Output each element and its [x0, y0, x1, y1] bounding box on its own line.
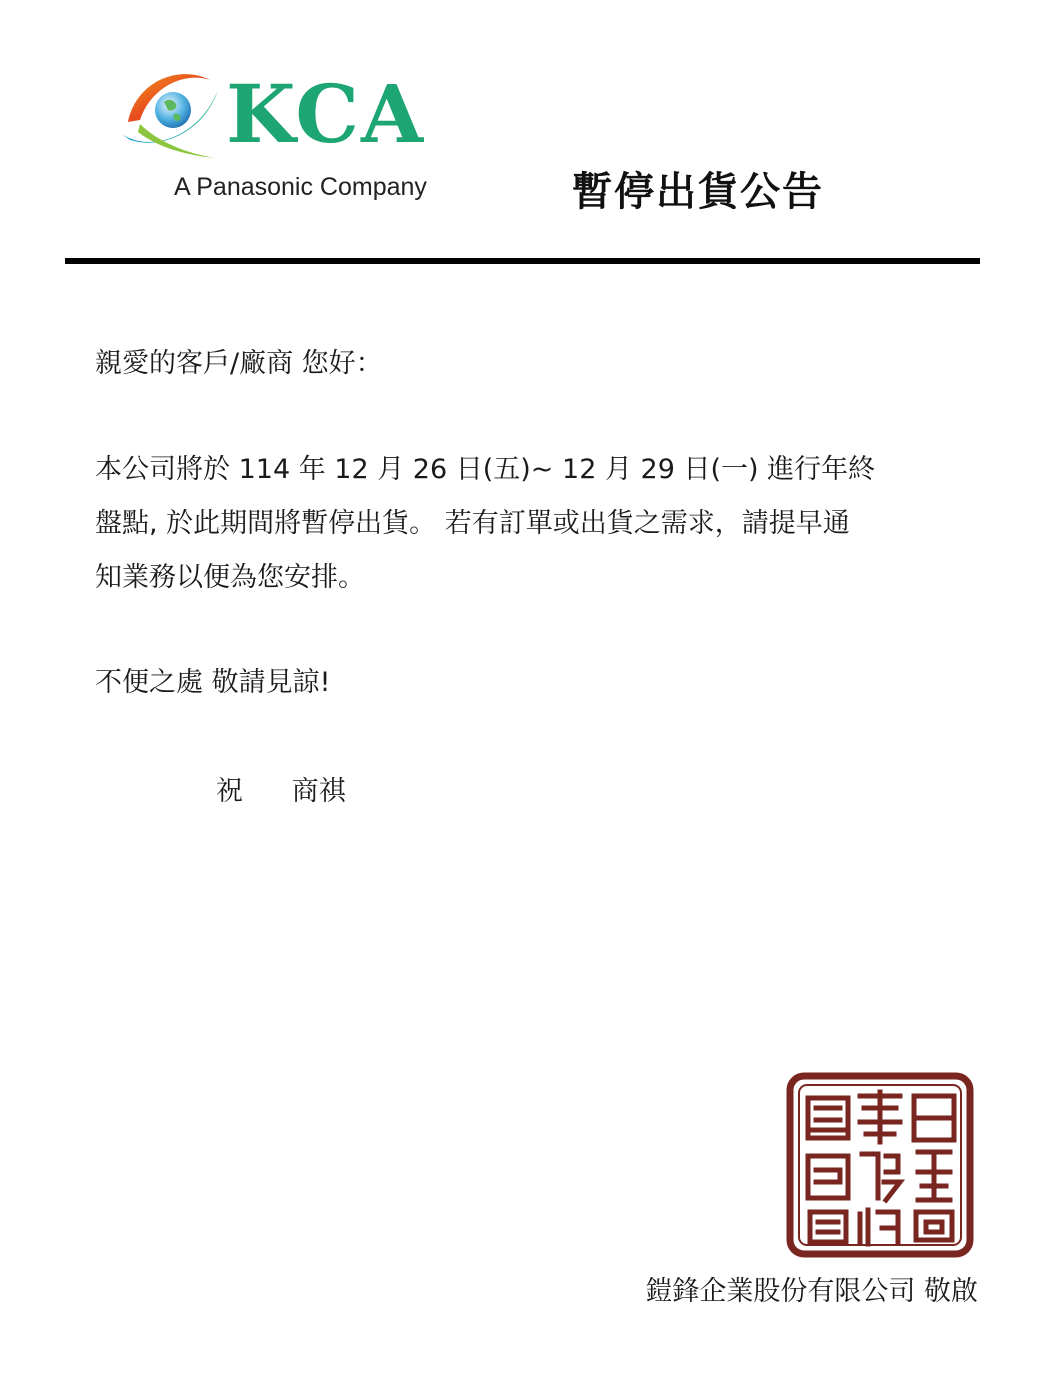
paragraph-line: 知業務以便為您安排。	[95, 562, 365, 593]
paragraph-line: 盤點, 於此期間將暫停出貨。 若有訂單或出貨之需求，請提早通	[95, 508, 850, 539]
apology-line: 不便之處 敬請見諒!	[95, 667, 331, 698]
notice-paragraph	[95, 443, 980, 605]
logo-wordmark: KCA	[226, 67, 426, 161]
header-divider	[65, 258, 980, 264]
closing-word-1: 祝	[216, 776, 243, 807]
paragraph-line: 本公司將於 114 年 12 月 26 日(五)~ 12 月 29 日(一) 進行年終	[95, 454, 876, 485]
page-title: 暫停出貨公告	[572, 169, 824, 215]
company-logo	[118, 62, 448, 212]
closing-word-2: 商祺	[291, 776, 346, 807]
signature-line: 鎧鋒企業股份有限公司 敬啟	[645, 1276, 978, 1307]
logo-tagline: A Panasonic Company	[174, 173, 427, 201]
globe-swoosh-icon	[118, 62, 228, 162]
company-seal-stamp	[786, 1072, 974, 1258]
greeting: 親愛的客戶/廠商 您好：	[95, 348, 383, 379]
closing-salutation	[216, 765, 346, 819]
